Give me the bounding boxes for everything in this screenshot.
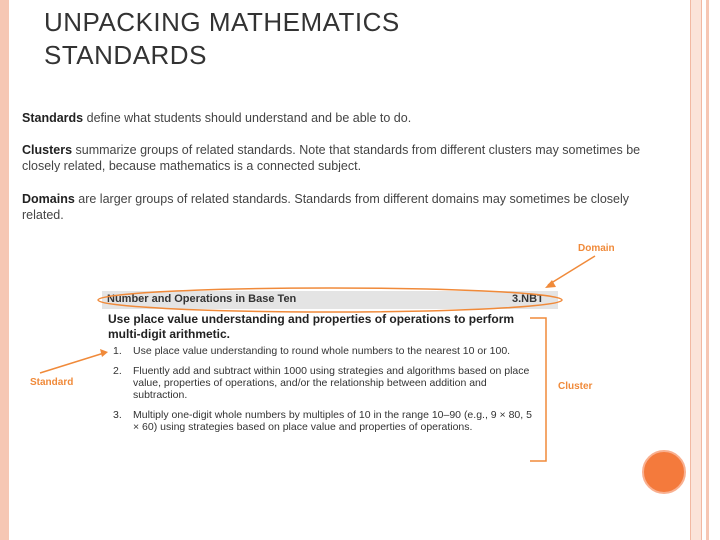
definition-clusters: [22, 142, 652, 172]
definition-standards: [22, 110, 672, 126]
right-border-stripe: [690, 0, 702, 540]
domain-label: Number and Operations in Base Ten: [107, 293, 297, 305]
standard-annotation: Standard: [30, 377, 74, 388]
title-line-1: UNPACKING MATHEMATICS: [44, 7, 400, 37]
definition-text: are larger groups of related standards. Standards from different domains may sometimes be closely related.: [22, 192, 630, 222]
standard-arrow-head: [100, 349, 108, 357]
standard-arrow-line: [40, 353, 104, 373]
standard-number: 1.: [113, 345, 122, 357]
definition-term: Standards: [22, 111, 84, 125]
title-line-2: STANDARDS: [44, 40, 207, 70]
cluster-heading: Use place value understanding and properties of operations to perform multi-digit arithmetic.: [108, 312, 515, 341]
standard-text: Fluently add and subtract within 1000 using strategies and algorithms based on place value, properties of operations, and/or the relationship between addition and subtraction.: [133, 365, 530, 401]
cluster-annotation: Cluster: [558, 381, 593, 392]
definition-term: Domains: [22, 192, 75, 206]
domain-arrow-head: [545, 280, 556, 288]
list-item: [113, 345, 538, 357]
standard-number: 3.: [113, 409, 122, 421]
definition-text: summarize groups of related standards. Note that standards from different clusters may sometimes be closely related, because mathematics is a connected subject.: [22, 143, 641, 172]
domain-code: 3.NBT: [512, 293, 544, 305]
list-item: [113, 409, 538, 433]
slide-title: [44, 6, 400, 72]
standards-list: [113, 345, 538, 441]
domain-annotation: Domain: [578, 243, 615, 254]
list-item: [113, 365, 538, 401]
standard-number: 2.: [113, 365, 122, 377]
definition-term: Clusters: [22, 143, 73, 157]
definition-text: define what students should understand and be able to do.: [83, 111, 412, 125]
right-border-line: [706, 0, 709, 540]
standard-text: Use place value understanding to round whole numbers to the nearest 10 or 100.: [133, 345, 511, 357]
definition-domains: [22, 191, 672, 223]
left-border-stripe: [0, 0, 9, 540]
standard-text: Multiply one-digit whole numbers by multiples of 10 in the range 10–90 (e.g., 9 × 80, 5 × 60) using strategies based on place value and properties of operations.: [133, 409, 532, 433]
decorative-orange-circle: [642, 450, 686, 494]
domain-arrow-line: [548, 256, 595, 285]
